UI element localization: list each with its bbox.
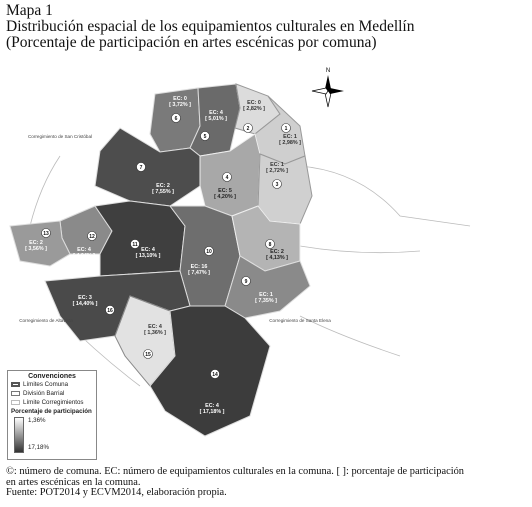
comuna-pct: [ 17,18% ]: [199, 409, 225, 415]
comuna-number: 14: [212, 372, 218, 378]
footer-note-line2: en artes escénicas en la comuna.: [6, 476, 141, 488]
comuna-number: 10: [206, 249, 212, 255]
comuna-ec: EC: 4: [141, 247, 155, 253]
comuna-11: [95, 201, 185, 276]
comuna-number: 5: [203, 134, 207, 140]
comuna-number: 7: [139, 165, 143, 171]
comuna-pct: [ 2,82% ]: [243, 106, 265, 112]
legend-gradient: [14, 417, 96, 453]
scale-max-label: 17,18%: [28, 444, 49, 451]
legend-item-corregimiento: [8, 398, 96, 407]
north-arrow-icon: [312, 68, 344, 107]
comuna-number: 11: [132, 242, 138, 248]
comuna-number: 12: [89, 234, 95, 240]
comuna-ec: EC: 4: [148, 324, 162, 330]
map-number: Mapa 1: [6, 2, 53, 19]
legend-scale-title: Porcentaje de participación: [11, 408, 92, 415]
comuna-ec: EC: 5: [218, 188, 232, 194]
comuna-number: 16: [107, 308, 113, 314]
legend-item-comuna: [8, 380, 96, 389]
comuna-pct: [ 3,56% ]: [25, 246, 47, 252]
comuna-pct: [ 5,01% ]: [205, 116, 227, 122]
legend-label: Límites Comuna: [23, 381, 69, 388]
north-label: N: [325, 68, 331, 74]
corregimiento-limit-swatch: [11, 400, 20, 405]
comuna-number: 4: [225, 175, 229, 181]
footer-source: Fuente: POT2014 y ECVM2014, elaboración propia.: [6, 487, 227, 498]
comuna-ec: EC: 4: [205, 403, 219, 409]
comuna-number: 9: [244, 279, 248, 285]
corregimiento-label: [19, 318, 73, 323]
comuna-pct: [ 7,35% ]: [255, 298, 277, 304]
map-subtitle: (Porcentaje de participación en artes escénicas por comuna): [6, 34, 377, 51]
comuna-number: 6: [174, 116, 178, 122]
map-title: Distribución espacial de los equipamientos culturales en Medellín: [6, 18, 415, 35]
legend-title: Convenciones: [28, 373, 76, 380]
gradient-bar: [14, 417, 24, 453]
comuna-number: 8: [268, 242, 272, 248]
comuna-pct: [ 4,13% ]: [266, 255, 288, 261]
corregimiento-name: Corregimiento de San Cristóbal: [27, 134, 93, 139]
comuna-pct: [ 3,72% ]: [169, 102, 191, 108]
comuna-pct: [ 7,55% ]: [152, 189, 174, 195]
corregimiento-name: Corregimiento de Santa Elena: [269, 318, 331, 323]
comuna-pct: [ 7,47% ]: [188, 270, 210, 276]
comuna-number: 13: [43, 231, 49, 237]
comuna-ec: EC: 1: [259, 292, 273, 298]
comuna-pct: [ 13,10% ]: [135, 253, 161, 259]
comuna-ec: EC: 2: [156, 183, 170, 189]
comuna-pct: [ 4,20% ]: [214, 194, 236, 200]
comuna-ec: EC: 0: [247, 100, 261, 106]
barrio-division-swatch: [11, 391, 20, 396]
comuna-ec: EC: 16: [190, 264, 208, 270]
comuna-pct: [ 2,72% ]: [266, 168, 288, 174]
comuna-limit-swatch: [11, 382, 20, 387]
footer-note-line1: ©: número de comuna. EC: número de equipamientos culturales en la comuna. [ ]: porcentaje de participación: [6, 466, 464, 477]
comuna-ec: EC: 1: [270, 162, 284, 168]
comuna-number: 1: [284, 126, 288, 132]
comuna-ec: EC: 4: [209, 110, 223, 116]
comuna-ec: EC: 3: [78, 295, 92, 301]
comuna-pct: [ 2,98% ]: [279, 140, 301, 146]
comuna-pct: [ 1,36% ]: [144, 330, 166, 336]
legend-label: División Barrial: [23, 390, 65, 397]
comuna-3: [258, 154, 312, 224]
comuna-ec: EC: 4: [77, 247, 91, 253]
map-footer: [6, 467, 530, 499]
map-legend: [7, 370, 97, 460]
comuna-ec: EC: 2: [29, 240, 43, 246]
comuna-ec: EC: 1: [283, 134, 297, 140]
comuna-pct: [ 14,40% ]: [72, 301, 98, 307]
legend-item-barrial: [8, 389, 96, 398]
corregimiento-name: Corregimiento de Altavista: [19, 318, 73, 323]
comuna-number: 3: [275, 182, 279, 188]
comuna-number: 15: [145, 352, 151, 358]
corregimiento-label: [28, 134, 92, 139]
legend-label: Límite Corregimientos: [23, 399, 84, 406]
corregimiento-label: [269, 318, 331, 323]
scale-min-label: 1,36%: [28, 417, 46, 424]
comuna-ec: EC: 0: [173, 96, 187, 102]
comuna-number: 2: [246, 126, 250, 132]
comuna-pct: [ 4,94% ]: [73, 253, 95, 259]
map-title-block: [6, 3, 526, 51]
comuna-ec: EC: 2: [270, 249, 284, 255]
